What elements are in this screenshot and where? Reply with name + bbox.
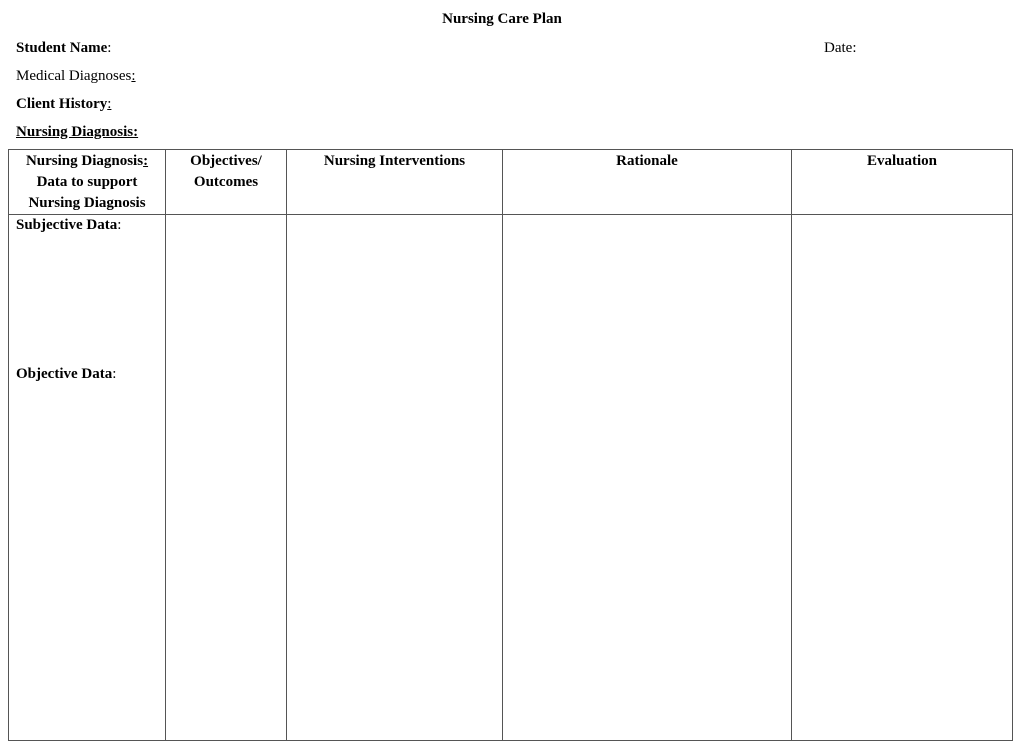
student-name-label: Student Name [16,40,108,56]
medical-diagnoses-colon: : [131,68,136,84]
client-history-label: Client History [16,96,108,112]
cell-objectives[interactable] [166,215,287,741]
care-plan-table [8,149,1013,741]
cell-rationale[interactable] [503,215,792,741]
table-header-row [9,150,1013,215]
client-history-line [16,95,111,113]
cell-interventions[interactable] [287,215,503,741]
page-title: Nursing Care Plan [442,11,562,27]
student-name-colon: : [107,40,112,56]
nursing-diagnosis-heading: Nursing Diagnosis: [16,124,139,140]
column-header-line: Data to support [36,174,138,190]
column-header-line: Objectives/ [190,153,262,169]
objective-data-line [9,364,165,383]
subjective-data-label: Subjective Data [16,217,118,233]
medical-diagnoses-label: Medical Diagnoses [16,68,132,84]
student-name-line [16,39,111,57]
cell-evaluation[interactable] [792,215,1013,741]
subjective-data-line [9,215,165,234]
column-header-line: Nursing Diagnosis [25,153,144,169]
column-header-line: Outcomes [193,174,259,190]
table-row [9,215,1013,741]
column-header-evaluation: Evaluation [792,150,1013,215]
column-header-colon: : [143,153,149,169]
column-header-rationale: Rationale [503,150,792,215]
column-header-nursing-diagnosis [9,150,166,215]
objective-data-label: Objective Data [16,366,113,382]
subjective-data-colon: : [117,217,122,233]
objective-data-colon: : [112,366,117,382]
medical-diagnoses-line [16,67,136,85]
cell-diagnosis-data[interactable] [9,215,166,741]
column-header-objectives [166,150,287,215]
column-header-interventions: Nursing Interventions [287,150,503,215]
column-header-line: Nursing Diagnosis [28,195,146,211]
date-label: Date: [824,40,857,56]
client-history-colon: : [107,96,112,112]
